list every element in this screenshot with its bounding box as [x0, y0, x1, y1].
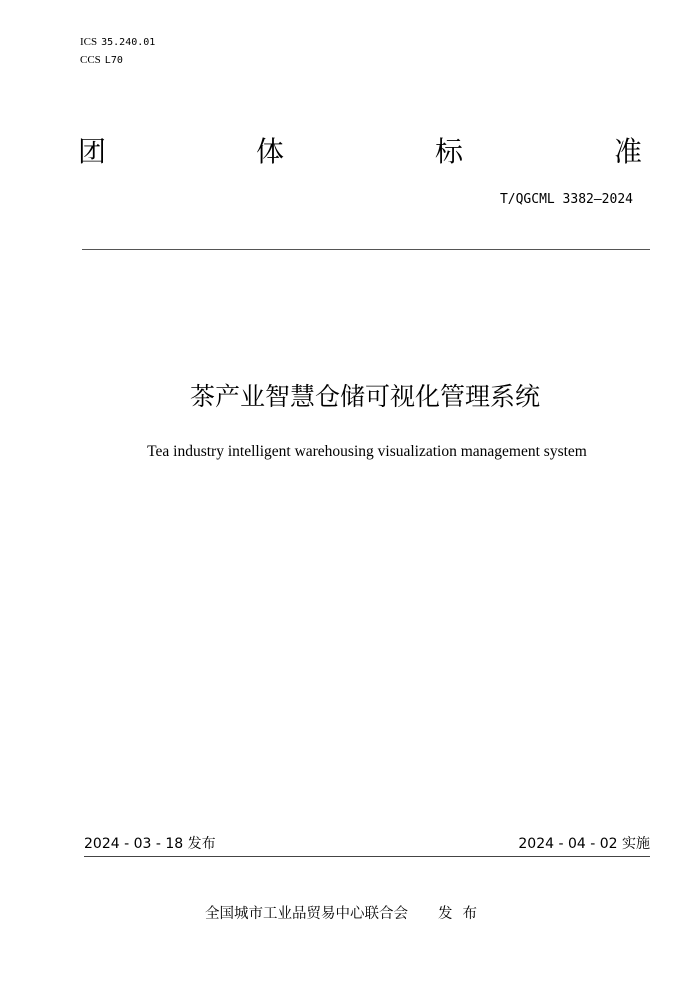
- standard-type-char-2: 体: [256, 135, 285, 168]
- publisher-action: 发布: [438, 906, 487, 922]
- document-title-cn: 茶产业智慧仓储可视化管理系统: [189, 382, 540, 411]
- ccs-line: [80, 53, 123, 68]
- standard-type-char-4: 准: [614, 135, 643, 168]
- standard-type-char-1: 团: [78, 135, 107, 168]
- standard-number: T/QGCML 3382—2024: [499, 192, 633, 207]
- header-divider: [82, 249, 650, 250]
- publisher-line: [205, 904, 487, 924]
- ics-label: ICS: [80, 36, 98, 48]
- ccs-code: L70: [104, 55, 123, 66]
- ccs-label: CCS: [80, 54, 101, 66]
- footer-divider: [84, 856, 650, 857]
- publisher-org: 全国城市工业品贸易中心联合会: [205, 906, 408, 922]
- issue-date: 2024 - 03 - 18 发布: [84, 836, 216, 852]
- standard-type-char-3: 标: [435, 135, 464, 168]
- implementation-date: 2024 - 04 - 02 实施: [518, 836, 650, 852]
- ics-line: [80, 35, 155, 50]
- document-title-en: Tea industry intelligent warehousing visualization management system: [147, 443, 587, 460]
- ics-code: 35.240.01: [101, 37, 156, 48]
